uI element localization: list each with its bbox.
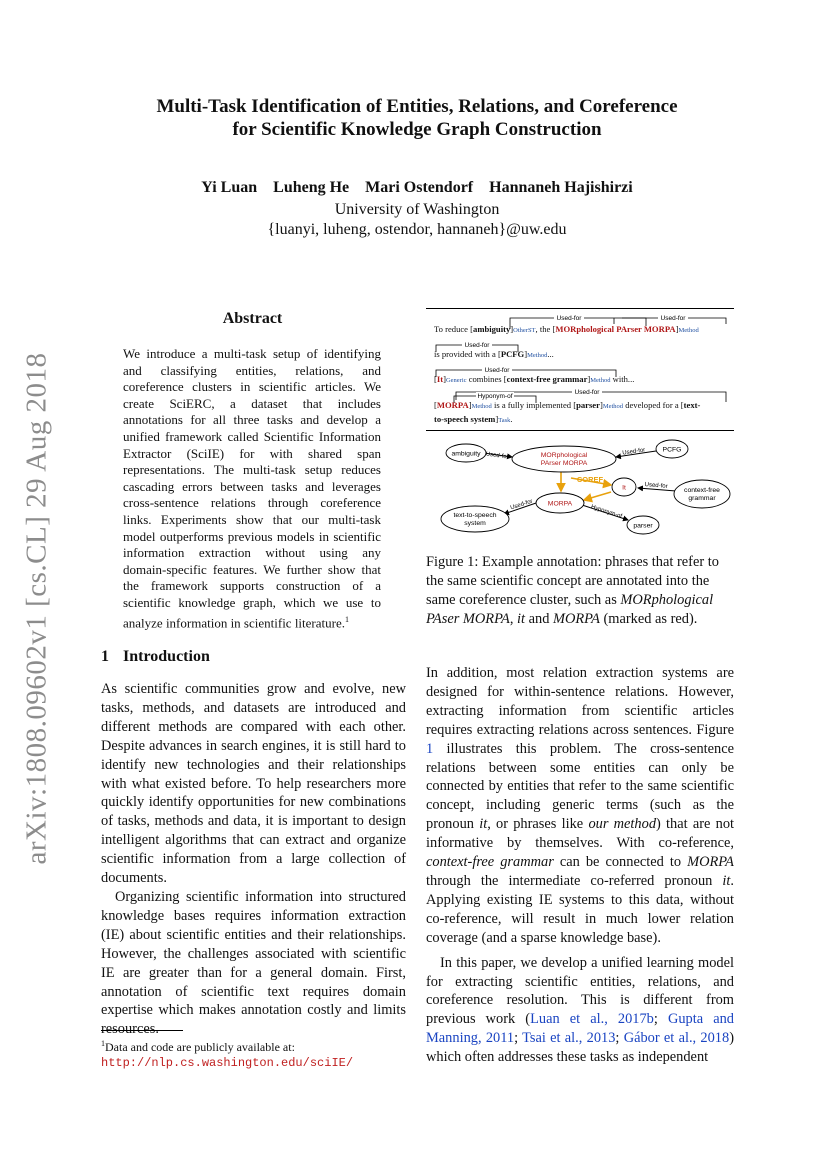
relation-label: Used-for: [660, 315, 686, 322]
caption-italic: MORPA: [553, 611, 600, 627]
node-label: MORPA: [547, 500, 573, 508]
entity-type-tag: Method: [602, 403, 624, 410]
author-emails: {luanyi, luheng, ostendor, hannaneh}@uw.edu: [267, 221, 567, 238]
abstract-text: [123, 346, 381, 631]
annotation-text: ...: [547, 349, 554, 359]
body-text: ;: [653, 1011, 668, 1028]
entity-span-coref: It: [436, 374, 444, 384]
edge-label: Hyponym-of: [590, 504, 623, 520]
entity-span: text-: [683, 400, 701, 410]
entity-type-tag: Method: [471, 403, 492, 410]
body-italic: it: [722, 872, 731, 889]
body-text: In this paper, we develop a unified learning model for extracting scientific entities, relations, and coreference resolution. This is different from previous work (: [426, 954, 734, 1028]
body-text: ) that are not informative by themselves. With co-reference,: [426, 816, 735, 852]
entity-span: ambiguity: [473, 324, 511, 334]
intro-paragraph-1: As scientific communities grow and evolve, new tasks, methods, and datasets are introduced and different methods are compared with each other. Despite advances in search engines, it is still hard to identify new technologies and their relationships with what existed before. To help researchers more quickly identify opportunities for new combinations of tasks, methods and data, it is important to design intelligent algorithms that can extract and organize scientific information from a large collection of documents.: [101, 681, 406, 887]
footnote-number: 1: [101, 1039, 105, 1048]
citation-link[interactable]: Gupta and Manning, 2011: [426, 1011, 734, 1047]
node-label: ambiguity: [451, 450, 481, 458]
coref-link: [584, 492, 611, 500]
annotation-text: To reduce [: [434, 324, 474, 334]
body-italic: it: [479, 816, 488, 833]
body-text: , or phrases like: [487, 816, 589, 833]
caption-italic: MORphological PAser MORPA: [426, 592, 714, 627]
right-column-body: [426, 664, 734, 1067]
entity-type-tag: Generic: [445, 377, 467, 384]
citation-link[interactable]: Tsai et al., 2013: [522, 1030, 616, 1047]
coref-label: COREF: [576, 475, 604, 484]
node-label: context-free: [684, 487, 720, 494]
annotated-sentence-2: is provided with a [PCFG]Method...: [434, 349, 554, 359]
title-line-1: Multi-Task Identification of Entities, Relations, and Coreference: [156, 96, 678, 117]
annotation-text: is provided with a [: [434, 349, 501, 359]
node-label: grammar: [688, 495, 716, 502]
figure-top-rule: [426, 308, 734, 309]
figure-mid-rule: [426, 430, 734, 431]
title-line-2: for Scientific Knowledge Graph Construction: [232, 119, 602, 140]
author-name: Yi Luan: [201, 179, 258, 196]
figure-caption: [426, 553, 734, 629]
relation-label: Used-for: [464, 342, 490, 349]
author-name: Luheng He: [273, 179, 350, 196]
entity-type-tag: Method: [678, 327, 699, 334]
entity-span: parser: [576, 400, 600, 410]
entity-span-coref: MORphological PArser MORPA: [555, 324, 676, 334]
caption-italic: it: [517, 611, 526, 627]
figure-reference-link[interactable]: 1: [426, 740, 434, 757]
author-name: Mari Ostendorf: [365, 179, 474, 196]
section-heading-introduction: [101, 648, 210, 666]
entity-type-tag: OtherST: [513, 327, 536, 334]
arxiv-stamp-text: arXiv:1808.09602v1 [cs.CL] 29 Aug 2018: [20, 352, 53, 864]
node-morpa-full: [512, 446, 616, 472]
intro-paragraph-2: Organizing scientific information into structured knowledge bases requires information extraction (IE) about scientific entities and their relationships. However, the challenges associated with scientific IE are greater than for a general domain. First, annotation of scientific text requires domain expertise which makes annotation costly and limits resources.: [101, 888, 406, 1038]
node-label: system: [464, 520, 486, 527]
footnote: [101, 1036, 406, 1071]
section-title: Introduction: [123, 648, 210, 665]
annotation-text: combines [: [466, 374, 507, 384]
entity-span: context-free grammar: [506, 374, 588, 384]
caption-text: and: [525, 611, 553, 627]
paper-title: [100, 95, 734, 141]
affiliation-block: [100, 200, 734, 240]
body-italic: context-free grammar: [426, 854, 554, 871]
entity-type-tag: Method: [590, 377, 611, 384]
citation-link[interactable]: Gábor et al., 2018: [623, 1030, 730, 1047]
edge-label: Used-for: [622, 447, 646, 457]
caption-text: Figure 1: Example annotation: phrases that refer to the same scientific concept are annotated into the same coreference cluster, such as: [426, 554, 719, 608]
right-paragraph-2: [426, 954, 734, 1067]
caption-text: ,: [509, 611, 518, 627]
edge-label: Used-for: [485, 451, 509, 461]
body-text: ) which often addresses these tasks as independent: [426, 1030, 734, 1066]
annotation-text: developed for a [: [623, 400, 684, 410]
footnote-rule: [101, 1030, 183, 1031]
entity-span: PCFG: [500, 349, 525, 359]
node-label: PCFG: [662, 446, 682, 454]
body-text: through the intermediate co-referred pronoun: [426, 872, 723, 889]
body-text: ;: [514, 1030, 523, 1047]
citation-link[interactable]: Luan et al., 2017b: [530, 1011, 654, 1028]
node-label: It: [622, 484, 626, 492]
footnote-url-link[interactable]: http://nlp.cs.washington.edu/sciIE/: [101, 1056, 354, 1070]
section-number: 1: [101, 648, 109, 665]
author-name: Hannaneh Hajishirzi: [489, 179, 633, 196]
node-label: text-to-speech: [453, 512, 497, 519]
introduction-body: [101, 680, 406, 1039]
body-text: ;: [615, 1030, 624, 1047]
entity-span: to-speech system: [434, 414, 496, 424]
annotation-text: with...: [610, 374, 635, 384]
footnote-text: Data and code are publicly available at:: [105, 1040, 295, 1054]
annotated-sentence-4: [MORPA]Method is a fully implemented [parser]Method developed for a [text-: [434, 400, 701, 410]
entity-type-tag: Task: [498, 417, 511, 424]
node-label: parser: [633, 522, 653, 530]
body-italic: our method: [588, 816, 657, 833]
body-text: . Applying existing IE systems to this data, without co-reference, will result in much lower relation coverage (and a sparse knowledge base).: [426, 872, 734, 946]
footnote-marker: 1: [345, 614, 349, 624]
annotated-sentence-3: [It]Generic combines [context-free grammar]Method with...: [434, 374, 635, 384]
body-text: illustrates this problem. The cross-sentence relations between some entities can only be connected by entities that refer to the same scientific concept, including generic terms (such as the pronoun: [426, 740, 734, 833]
relation-label: Used-for: [574, 389, 600, 396]
knowledge-graph: [426, 436, 734, 546]
entity-span-coref: MORPA: [436, 400, 469, 410]
annotated-sentence-1: To reduce [ambiguity]OtherST, the [MORphological PArser MORPA]Method: [434, 324, 699, 334]
node-context-free-grammar: [674, 480, 730, 508]
node-text-to-speech: [441, 506, 509, 532]
entity-type-tag: Method: [527, 352, 548, 359]
body-text: can be connected to: [553, 854, 688, 871]
abstract-heading: Abstract: [222, 310, 283, 327]
caption-text: (marked as red).: [599, 611, 698, 627]
relation-label: Hyponym-of: [477, 393, 513, 400]
author-list: [100, 179, 734, 197]
body-italic: MORPA: [687, 854, 734, 871]
node-label: MORphological: [540, 452, 588, 459]
annotated-sentence-5: to-speech system]Task.: [434, 414, 513, 424]
body-text: In addition, most relation extraction systems are designed for within-sentence relations. However, extracting information from scientific articles requires extracting relations across sentences. Figure: [426, 665, 734, 738]
arxiv-stamp: [20, 352, 53, 864]
relation-label: Used-for: [556, 315, 582, 322]
annotation-text: , the [: [535, 324, 556, 334]
node-label: PArser MORPA: [540, 460, 588, 467]
edge-label: Used-for: [644, 482, 668, 490]
relation-label: Used-for: [484, 367, 510, 374]
affiliation: University of Washington: [334, 201, 500, 218]
annotation-text: is a fully implemented [: [491, 400, 577, 410]
edge-label: Used-for: [509, 498, 534, 512]
right-paragraph-1: [426, 664, 734, 948]
abstract-body: We introduce a multi-task setup of identifying and classifying entities, relations, and coreference clusters in scientific articles. We create SciERC, a dataset that includes annotations for all three tasks and develop a unified framework called Scientific Information Extractor (SciIE) for with shared span representations. The multi-task setup reduces cascading errors between tasks and leverages cross-sentence relations through coreference links. Experiments show that our multi-task model outperforms previous models in scientific information extraction without using any domain-specific features. We further show that the framework supports construction of a scientific knowledge graph, which we use to analyze information in scientific literature.: [123, 346, 381, 630]
